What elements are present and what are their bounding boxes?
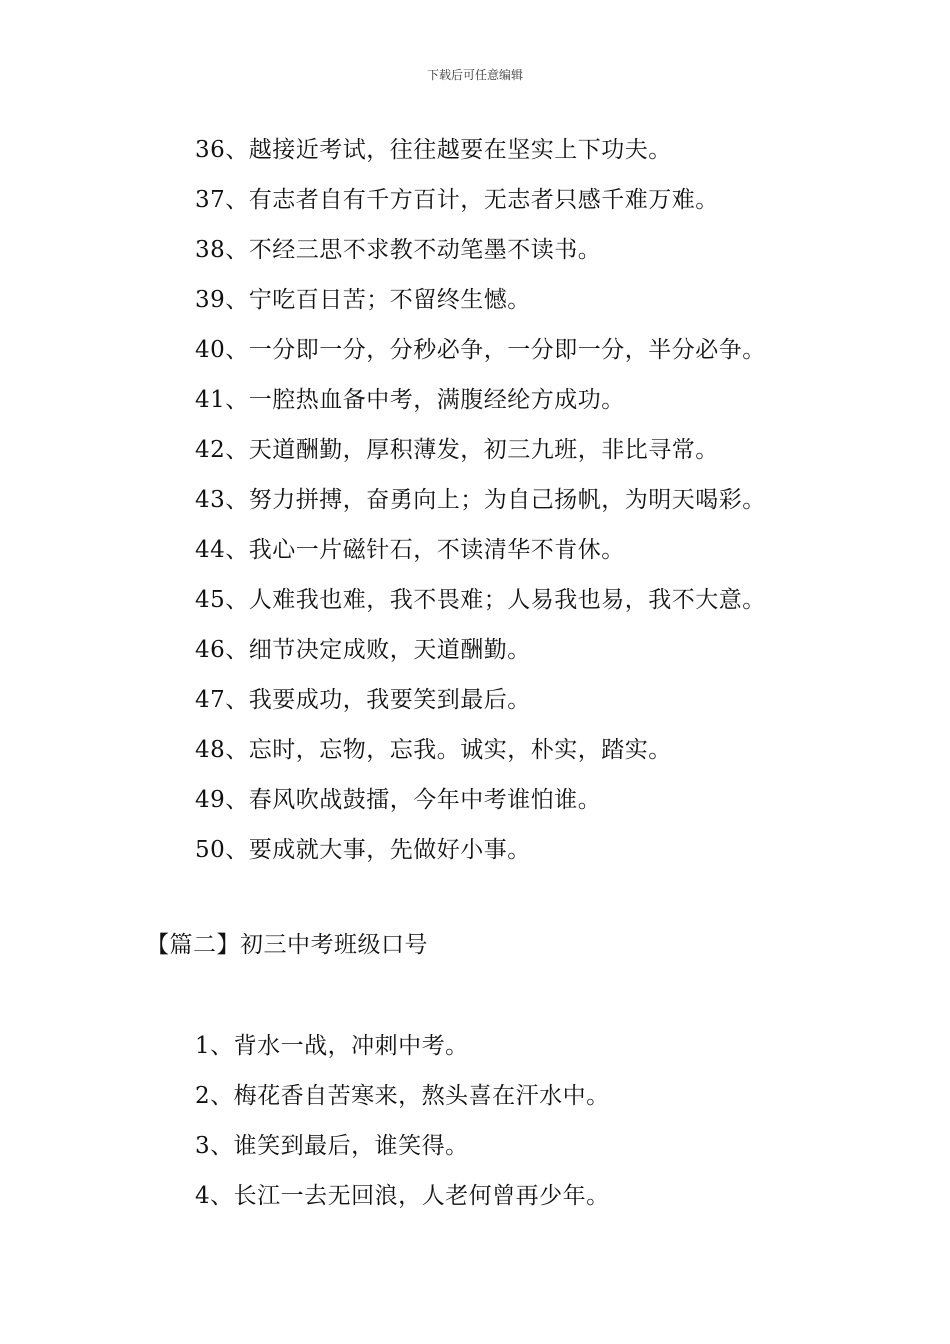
list-item: 1、背水一战，冲刺中考。 (195, 1033, 469, 1059)
list-item: 43、努力拼搏，奋勇向上；为自己扬帆，为明天喝彩。 (195, 487, 766, 513)
list-item: 36、越接近考试，往往越要在坚实上下功夫。 (195, 137, 672, 163)
list-item: 4、长江一去无回浪，人老何曾再少年。 (195, 1183, 610, 1209)
section-heading: 【篇二】初三中考班级口号 (146, 932, 428, 958)
list-item: 3、谁笑到最后，谁笑得。 (195, 1133, 469, 1159)
list-item: 2、梅花香自苦寒来，熬头喜在汗水中。 (195, 1083, 610, 1109)
list-item: 37、有志者自有千方百计，无志者只感千难万难。 (195, 187, 719, 213)
list-item: 44、我心一片磁针石，不读清华不肯休。 (195, 537, 625, 563)
list-item: 45、人难我也难，我不畏难；人易我也易，我不大意。 (195, 587, 766, 613)
list-item: 50、要成就大事，先做好小事。 (195, 837, 531, 863)
list-item: 40、一分即一分，分秒必争，一分即一分，半分必争。 (195, 337, 766, 363)
page-header: 下载后可任意编辑 (426, 68, 523, 82)
list-item: 49、春风吹战鼓擂，今年中考谁怕谁。 (195, 787, 602, 813)
list-item: 41、一腔热血备中考，满腹经纶方成功。 (195, 387, 625, 413)
slogan-list-part-one (195, 133, 766, 883)
list-item: 46、细节决定成败，天道酬勤。 (195, 637, 531, 663)
list-item: 47、我要成功，我要笑到最后。 (195, 687, 531, 713)
list-item: 42、天道酬勤，厚积薄发，初三九班，非比寻常。 (195, 437, 719, 463)
list-item: 48、忘时，忘物，忘我。诚实，朴实，踏实。 (195, 737, 672, 763)
list-item: 39、宁吃百日苦；不留终生憾。 (195, 287, 531, 313)
list-item: 38、不经三思不求教不动笔墨不读书。 (195, 237, 602, 263)
slogan-list-part-two (195, 1029, 610, 1229)
